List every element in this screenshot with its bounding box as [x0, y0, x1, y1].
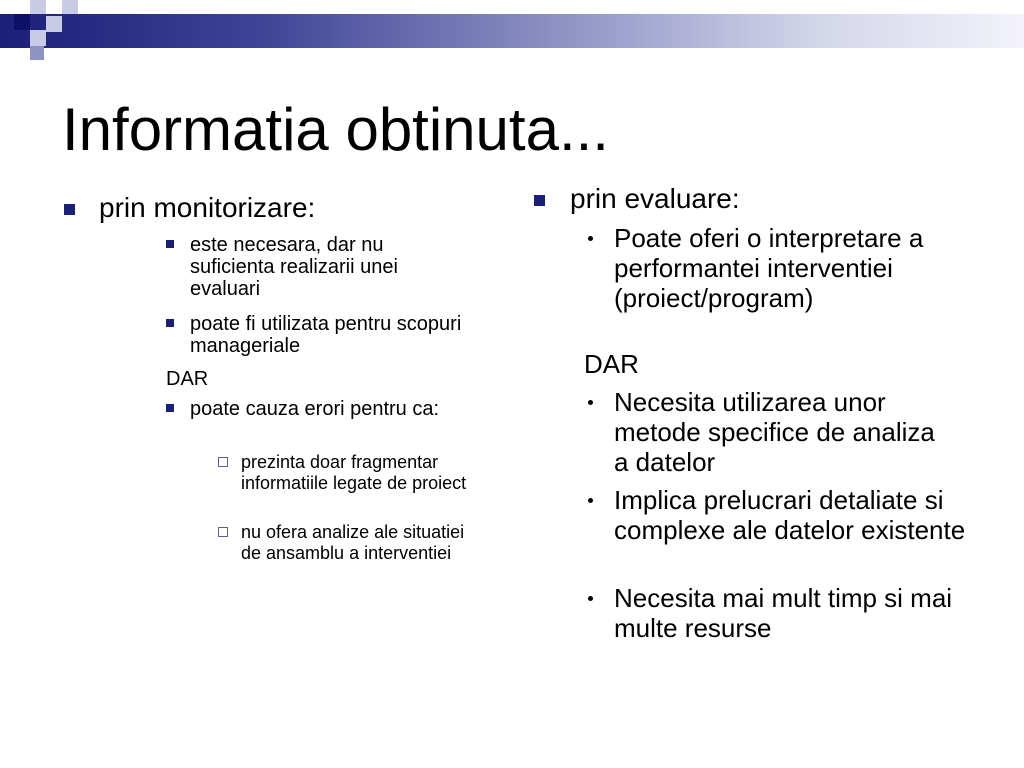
list-item	[218, 522, 488, 564]
square-bullet-icon	[166, 240, 174, 248]
decor-square	[30, 0, 46, 14]
left-caveat: poate cauza erori pentru ca:	[190, 398, 440, 420]
left-reason: nu ofera analize ale situatiei de ansamblu a interventiei	[241, 522, 465, 563]
hollow-square-bullet-icon	[218, 527, 228, 537]
dot-bullet-icon	[588, 596, 593, 601]
header-gradient-band	[0, 14, 1024, 48]
left-heading: prin monitorizare:	[99, 192, 316, 223]
square-bullet-icon	[534, 195, 545, 206]
dot-bullet-icon	[588, 400, 593, 405]
right-drawback: Necesita mai mult timp si mai multe resurse	[614, 583, 953, 643]
left-point: poate fi utilizata pentru scopuri manageriale	[190, 313, 462, 357]
right-connector	[584, 349, 639, 379]
list-item	[534, 184, 994, 214]
list-item	[588, 583, 988, 643]
square-bullet-icon	[64, 204, 75, 215]
dot-bullet-icon	[588, 236, 593, 241]
list-item	[218, 452, 488, 494]
list-item	[166, 398, 486, 420]
list-item	[588, 485, 988, 545]
decor-square	[46, 16, 62, 32]
left-point: este necesara, dar nu suficienta realizarii unei evaluari	[190, 234, 398, 300]
square-bullet-icon	[166, 319, 174, 327]
decor-square	[30, 30, 46, 46]
connector-text: DAR	[584, 349, 639, 379]
right-heading: prin evaluare:	[570, 183, 740, 214]
right-drawback: Implica prelucrari detaliate si complexe ale datelor existente	[614, 485, 966, 545]
square-bullet-icon	[166, 404, 174, 412]
decor-square	[62, 0, 78, 14]
list-item	[588, 223, 988, 313]
left-connector	[166, 368, 208, 390]
list-item	[64, 193, 484, 223]
hollow-square-bullet-icon	[218, 457, 228, 467]
list-item	[166, 313, 466, 357]
connector-text: DAR	[166, 368, 209, 390]
list-item	[166, 234, 466, 300]
dot-bullet-icon	[588, 498, 593, 503]
right-point: Poate oferi o interpretare a performantei interventiei (proiect/program)	[614, 223, 924, 313]
page-title: Informatia obtinuta...	[62, 96, 609, 163]
decor-square	[14, 14, 30, 30]
right-drawback: Necesita utilizarea unor metode specifice de analiza a datelor	[614, 387, 935, 477]
decor-square	[30, 46, 44, 60]
list-item	[588, 387, 988, 477]
left-reason: prezinta doar fragmentar informatiile legate de proiect	[241, 452, 467, 493]
